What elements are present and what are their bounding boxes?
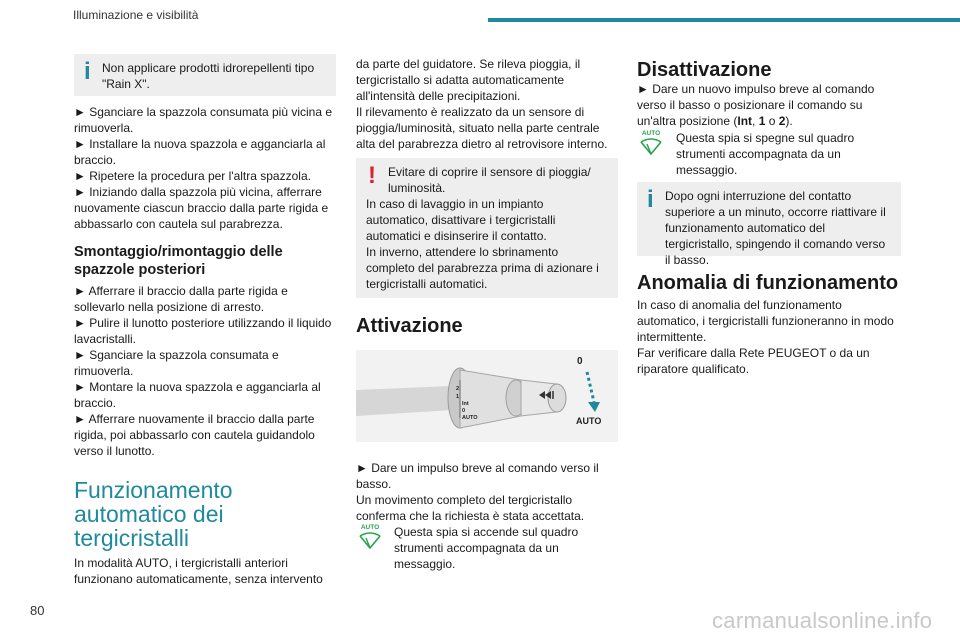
stalk-mark-1: 1 xyxy=(456,394,460,400)
info-note-interrupt xyxy=(637,182,901,267)
lamp-off-text: Questa spia si spegne sul quadro strumenti accompagnata da un messaggio. xyxy=(676,131,855,177)
stalk-mark-2: 2 xyxy=(456,386,460,392)
warning-icon: ! xyxy=(368,162,376,189)
deactivation-heading: Disattivazione xyxy=(637,59,772,81)
deactivation-step-text: ► Dare un nuovo impulso breve al comando verso il basso o posizionare il comando su un'altra posizione ( xyxy=(637,82,875,128)
fault-text-1: In caso di anomalia del funzionamento automatico, i tergicristalli funzioneranno in modo intermittente. xyxy=(637,298,894,344)
fault-heading: Anomalia di funzionamento xyxy=(637,272,899,294)
illus-label-auto: AUTO xyxy=(576,416,602,426)
lamp-on-text: Questa spia si accende sul quadro strumenti accompagnata da un messaggio. xyxy=(394,525,579,571)
step-front-4: ► Iniziando dalla spazzola più vicina, afferrare nuovamente ciascun braccio dalla parte rigida e abbassarlo con cautela sul parabrezza. xyxy=(74,185,329,231)
warning-line-3: In inverno, attendere lo sbrinamento completo del parabrezza prima di azionare i tergicristalli automatici. xyxy=(366,245,599,291)
auto-wipers-intro: In modalità AUTO, i tergicristalli anteriori funzionano automaticamente, senza intervento xyxy=(74,556,323,586)
wiper-stalk-illustration xyxy=(356,350,618,442)
option-2: 2 xyxy=(778,114,786,128)
activation-text: Un movimento completo del tergicristallo conferma che la richiesta è stata accettata. xyxy=(356,493,585,523)
deactivation-step-end: ). xyxy=(785,114,793,128)
sensor-text: Il rilevamento è realizzato da un sensore di pioggia/luminosità, situato nella parte centrale alta del parabrezza dietro al retrovisore interno. xyxy=(356,105,608,151)
info-icon: i xyxy=(647,186,654,213)
activation-heading: Attivazione xyxy=(356,315,463,337)
step-front-3: ► Ripetere la procedura per l'altra spazzola. xyxy=(74,169,311,183)
auto-wipers-text: da parte del guidatore. Se rileva pioggia, il tergicristallo si adatta automaticamente all'intensità delle precipitazioni. xyxy=(356,57,581,103)
info-note-rainx xyxy=(74,54,336,96)
step-rear-2: ► Pulire il lunotto posteriore utilizzando il liquido lavacristalli. xyxy=(74,316,332,346)
step-rear-3: ► Sganciare la spazzola consumata e rimuoverla. xyxy=(74,348,279,378)
page-number: 80 xyxy=(30,603,45,618)
auto-wiper-lamp-on-icon: AUTO xyxy=(357,524,383,550)
watermark: carmanualsonline.info xyxy=(712,608,933,633)
option-sep-1: , xyxy=(752,114,759,128)
auto-wiper-lamp-off-icon: AUTO xyxy=(638,130,664,156)
deactivation-step xyxy=(637,81,903,129)
fault-text-2: Far verificare dalla Rete PEUGEOT o da un riparatore qualificato. xyxy=(637,346,870,376)
auto-wipers-heading: Funzionamento automatico dei tergicristalli xyxy=(74,477,233,551)
activation-step: ► Dare un impulso breve al comando verso il basso. xyxy=(356,461,599,491)
option-1: 1 xyxy=(758,114,766,128)
illus-label-0: 0 xyxy=(577,356,583,367)
warning-note xyxy=(356,158,618,298)
step-front-1: ► Sganciare la spazzola consumata più vicina e rimuoverla. xyxy=(74,105,333,135)
stalk-mark-0: 0 xyxy=(462,408,466,414)
info-note-interrupt-text: Dopo ogni interruzione del contatto superiore a un minuto, occorre riattivare il funzionamento automatico del tergicristallo, spingendo il comando verso il basso. xyxy=(665,189,886,267)
warning-line-2: In caso di lavaggio in un impianto automatico, disattivare i tergicristalli automatici e disinserire il contatto. xyxy=(366,197,556,243)
step-rear-4: ► Montare la nuova spazzola e agganciarla al braccio. xyxy=(74,380,321,410)
info-icon: i xyxy=(84,58,91,85)
running-header: Illuminazione e visibilità xyxy=(73,8,199,22)
rear-wiper-heading: Smontaggio/rimontaggio delle spazzole posteriori xyxy=(74,244,283,278)
step-rear-1: ► Afferrare il braccio dalla parte rigida e sollevarlo nella posizione di arresto. xyxy=(74,284,288,314)
header-accent-bar xyxy=(488,18,960,22)
info-note-text: Non applicare prodotti idrorepellenti tipo "Rain X". xyxy=(102,61,315,91)
stalk-mark-int: Int xyxy=(462,401,469,407)
step-front-2: ► Installare la nuova spazzola e agganciarla al braccio. xyxy=(74,137,326,167)
option-sep-2: o xyxy=(765,114,779,128)
step-rear-5: ► Afferrare nuovamente il braccio dalla parte rigida, poi abbassarlo con cautela guidandolo verso il lunotto. xyxy=(74,412,315,458)
stalk-mark-auto: AUTO xyxy=(462,415,478,421)
option-int: Int xyxy=(737,114,753,128)
warning-line-1: Evitare di coprire il sensore di pioggia/ luminosità. xyxy=(388,165,591,195)
